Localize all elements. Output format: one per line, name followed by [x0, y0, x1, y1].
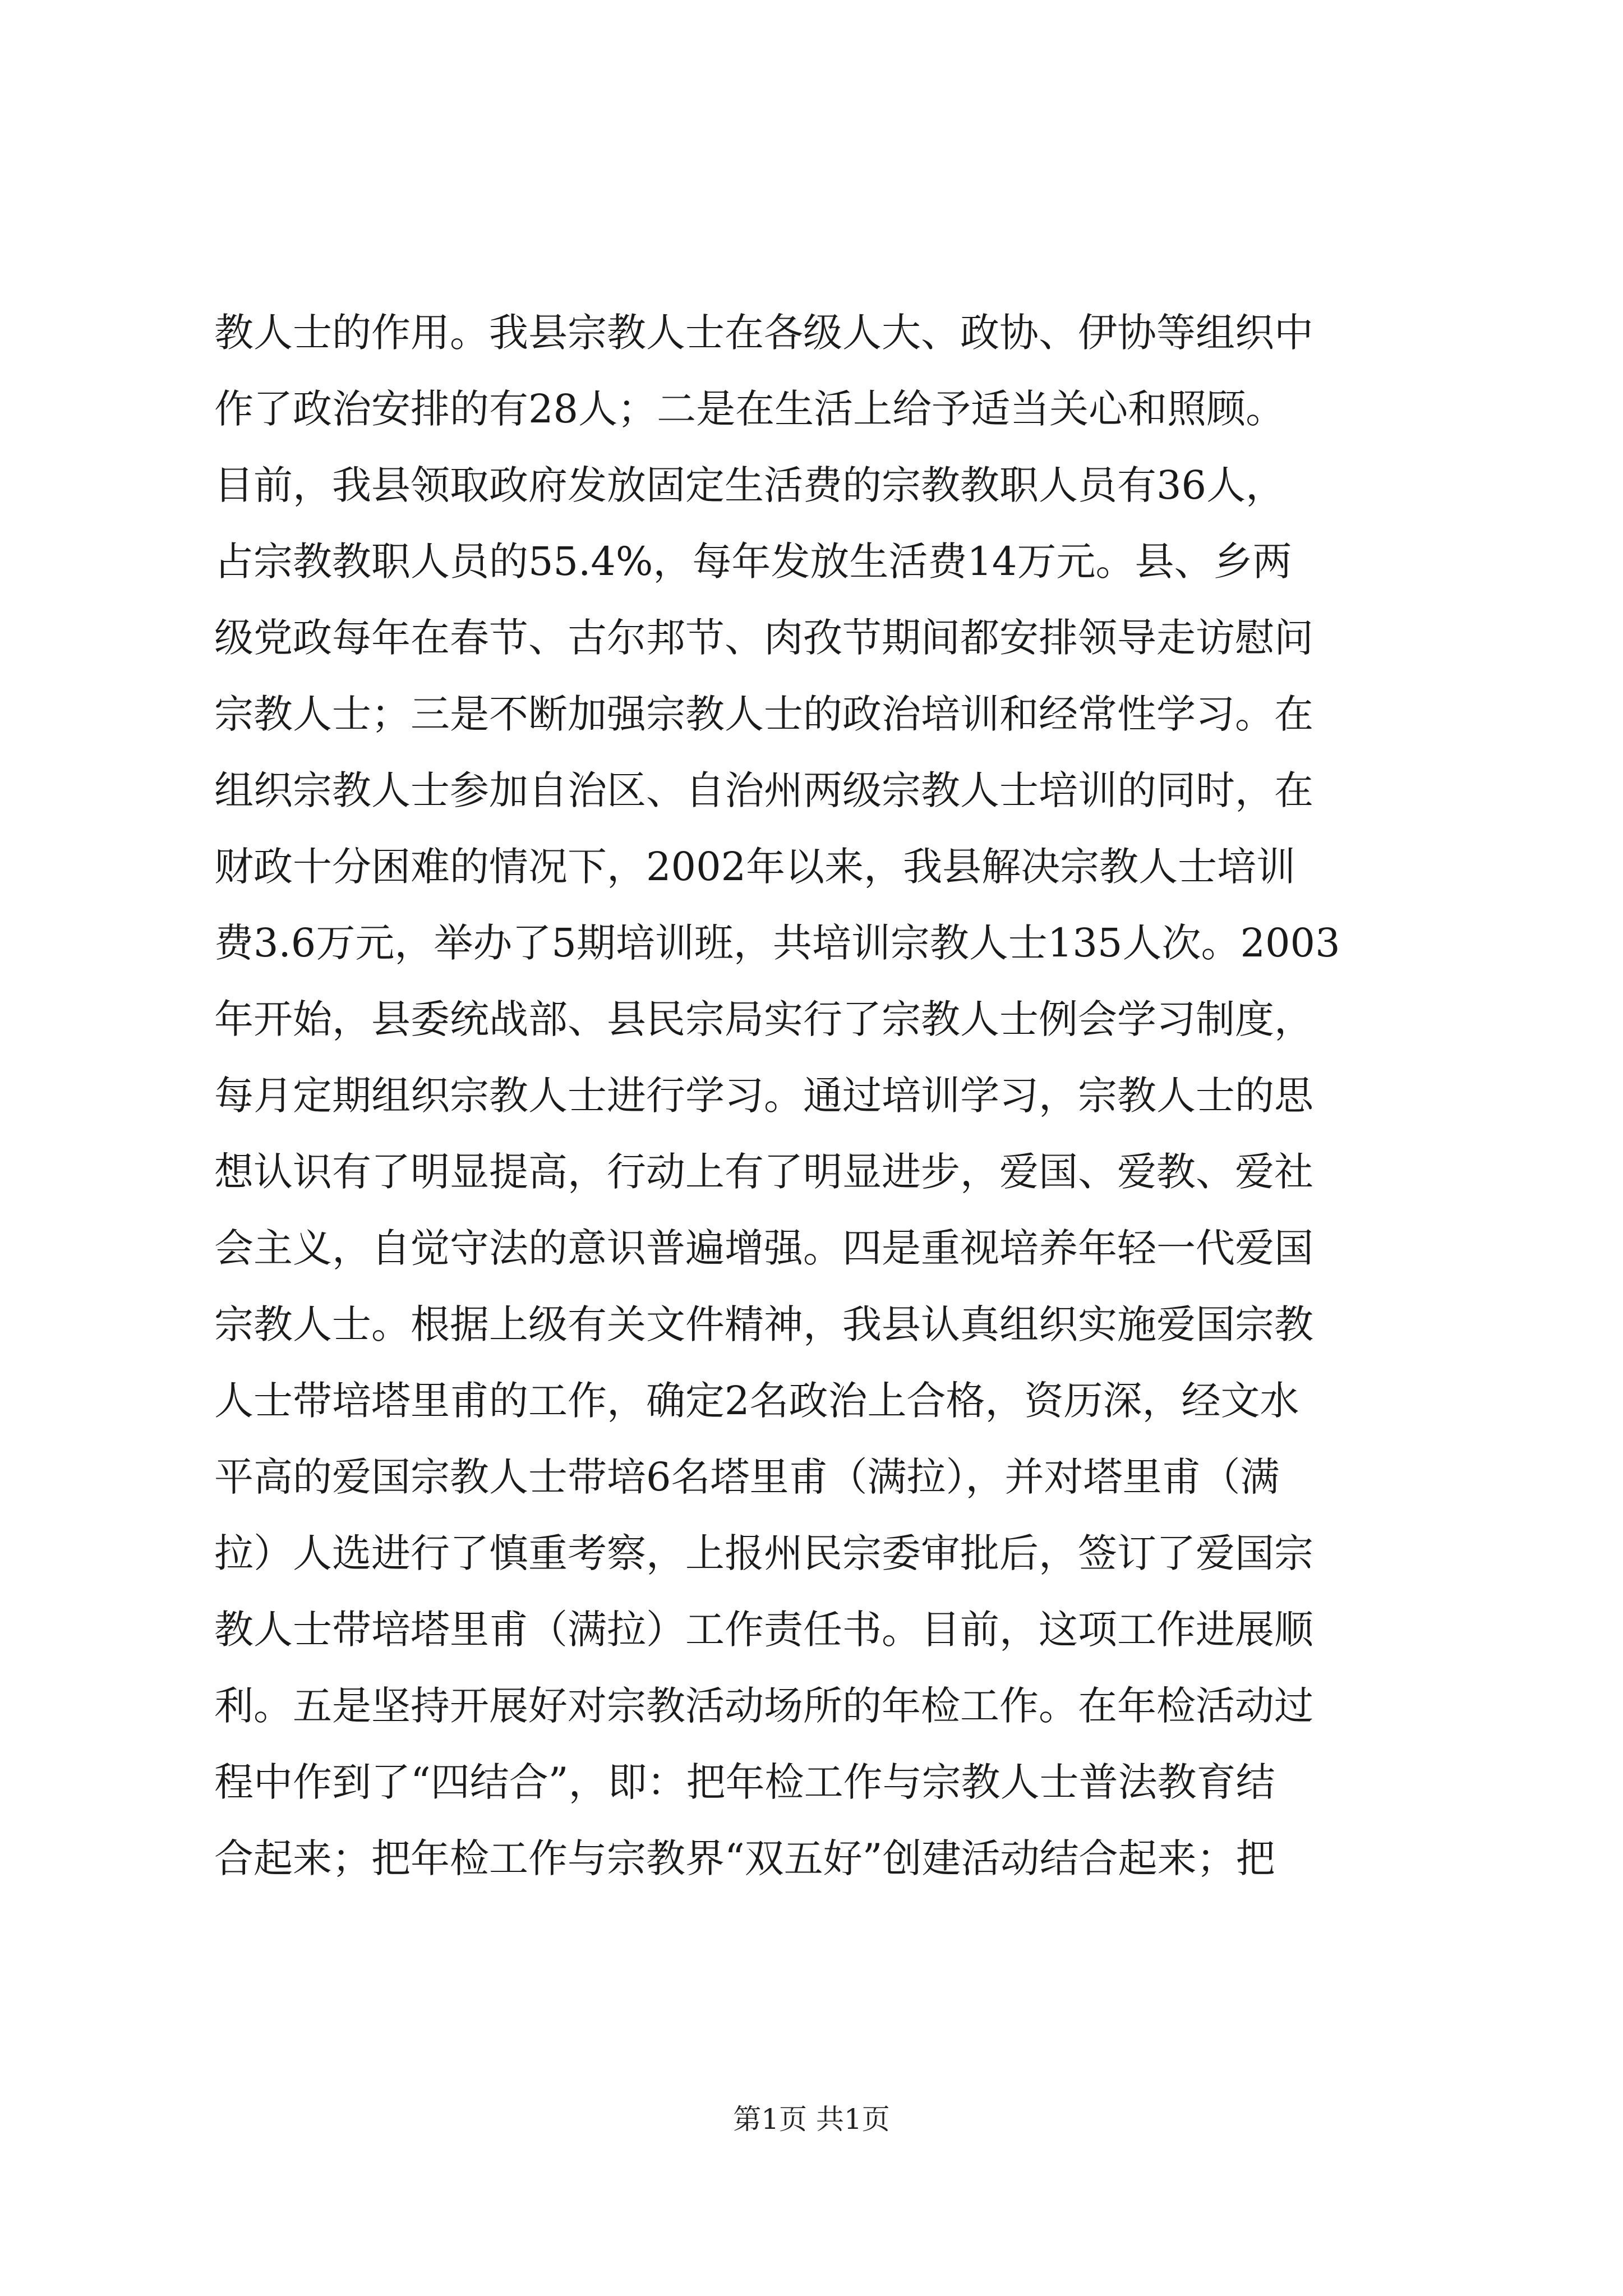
text-line: 教人士带培塔里甫（满拉）工作责任书。目前，这项工作进展顺	[214, 1607, 1313, 1653]
text-line: 会主义，自觉守法的意识普遍增强。四是重视培养年轻一代爱国	[214, 1225, 1313, 1271]
text-line: 想认识有了明显提高，行动上有了明显进步，爱国、爱教、爱社	[214, 1149, 1313, 1195]
text-line: 目前，我县领取政府发放固定生活费的宗教教职人员有36人，	[214, 462, 1285, 508]
text-line: 程中作到了“四结合”，即：把年检工作与宗教人士普法教育结	[214, 1759, 1275, 1805]
body-text	[214, 295, 1414, 1897]
text-line: 每月定期组织宗教人士进行学习。通过培训学习，宗教人士的思	[214, 1073, 1313, 1119]
page-footer	[0, 2100, 1623, 2139]
text-line: 宗教人士。根据上级有关文件精神，我县认真组织实施爱国宗教	[214, 1301, 1313, 1347]
text-line: 占宗教教职人员的55.4%，每年发放生活费14万元。县、乡两	[214, 539, 1292, 585]
text-line: 利。五是坚持开展好对宗教活动场所的年检工作。在年检活动过	[214, 1683, 1313, 1729]
text-line: 年开始，县委统战部、县民宗局实行了宗教人士例会学习制度，	[214, 996, 1313, 1042]
text-line: 平高的爱国宗教人士带培6名塔里甫（满拉），并对塔里甫（满	[214, 1454, 1280, 1500]
text-line: 合起来；把年检工作与宗教界“双五好”创建活动结合起来；把	[214, 1835, 1275, 1881]
text-line: 教人士的作用。我县宗教人士在各级人大、政协、伊协等组织中	[214, 310, 1313, 356]
text-line: 财政十分困难的情况下，2002年以来，我县解决宗教人士培训	[214, 844, 1296, 890]
page-number: 第1页 共1页	[733, 2103, 890, 2136]
text-line: 组织宗教人士参加自治区、自治州两级宗教人士培训的同时，在	[214, 767, 1313, 813]
text-line: 作了政治安排的有28人；二是在生活上给予适当关心和照顾。	[214, 386, 1285, 432]
text-line: 人士带培塔里甫的工作，确定2名政治上合格，资历深，经文水	[214, 1378, 1299, 1424]
text-line: 级党政每年在春节、古尔邦节、肉孜节期间都安排领导走访慰问	[214, 615, 1313, 661]
text-line: 宗教人士；三是不断加强宗教人士的政治培训和经常性学习。在	[214, 691, 1313, 737]
text-line: 拉）人选进行了慎重考察，上报州民宗委审批后，签订了爱国宗	[214, 1530, 1313, 1576]
text-line: 费3.6万元，举办了5期培训班，共培训宗教人士135人次。2003	[214, 920, 1340, 966]
